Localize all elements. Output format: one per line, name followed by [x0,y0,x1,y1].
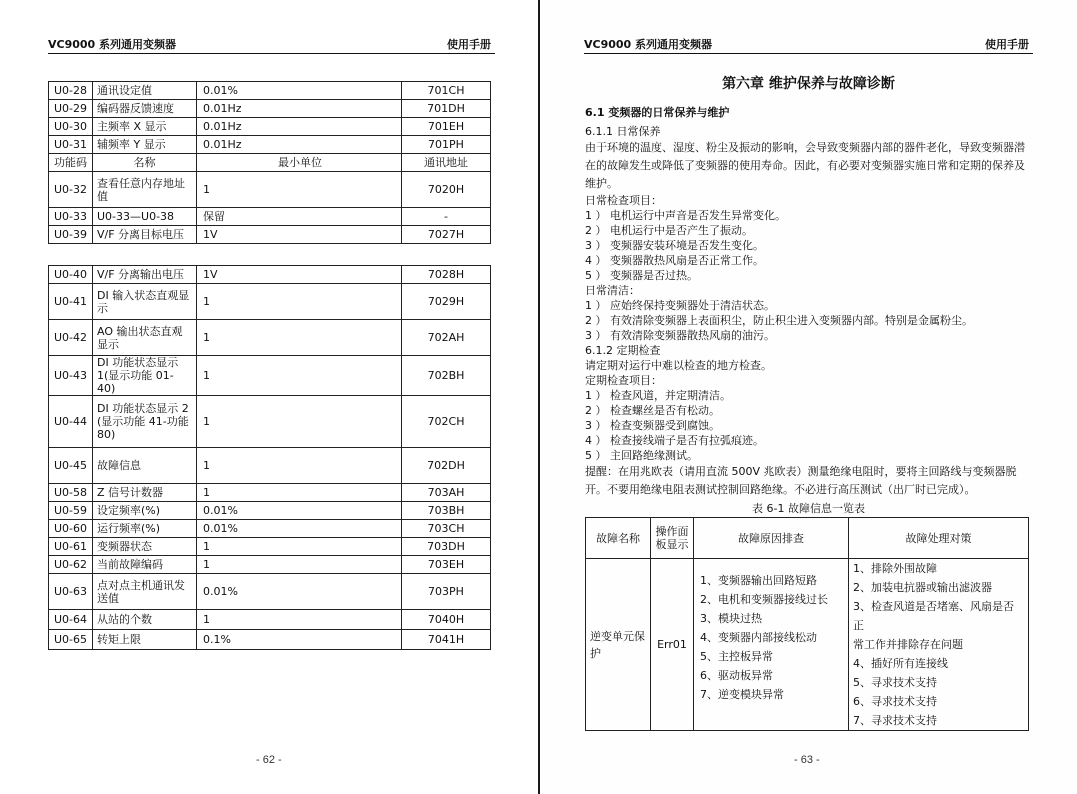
cell-code: U0-44 [49,396,93,448]
cell-unit: 保留 [197,208,402,226]
cell-unit: 0.01Hz [197,118,402,136]
parameter-table-a [48,81,491,244]
page-number: - 63 - [794,754,820,766]
cell-code: U0-42 [49,320,93,356]
table-row [49,266,491,284]
list-heading: 日常检查项目： [585,194,662,207]
list-item: 1 ） 检查风道，并定期清洁。 [585,389,731,402]
cell-addr: 703DH [402,538,491,556]
cause-list [700,571,842,704]
cell-code: U0-63 [49,574,93,610]
cell-code: U0-40 [49,266,93,284]
cell-name: V/F 分离输出电压 [93,266,197,284]
list-item: 2 ） 有效清除变频器上表面积尘，防止积尘进入变频器内部。特别是金属粉尘。 [585,314,973,327]
cell-addr: 703EH [402,556,491,574]
table-row [49,448,491,484]
cell-addr: 703CH [402,520,491,538]
paragraph-line: 请定期对运行中难以检查的地方检查。 [585,359,772,372]
table-row [49,574,491,610]
table-row [49,484,491,502]
cell-addr: 703PH [402,574,491,610]
table-caption: 表 6-1 故障信息一览表 [752,502,865,515]
cell-code: U0-29 [49,100,93,118]
cell-code: U0-59 [49,502,93,520]
list-item: 1 ） 应始终保持变频器处于清洁状态。 [585,299,775,312]
cell-causes [694,559,849,731]
list-item: 3、检查风道是否堵塞、风扇是否正 [853,600,1014,632]
cell-name: DI 输入状态直观显示 [93,284,197,320]
header-unit: 最小单位 [197,154,402,172]
table-row [49,538,491,556]
list-item: 6、驱动板异常 [700,669,773,682]
cell-code: U0-28 [49,82,93,100]
cell-panel-display: Err01 [651,559,694,731]
cell-unit: 1 [197,356,402,396]
cell-unit: 1V [197,226,402,244]
cell-unit: 0.1% [197,630,402,650]
header-manual-label: 使用手册 [447,38,491,51]
table-header-row [49,154,491,172]
cell-addr: 703BH [402,502,491,520]
cell-addr: 7040H [402,610,491,630]
cell-name: 通讯设定值 [93,82,197,100]
table-row [586,559,1029,731]
table-row [49,556,491,574]
paragraph-line: 在的故障发生或降低了变频器的使用寿命。因此，有必要对变频器实施日常和定期的保养及 [585,159,1025,172]
list-item: 2 ） 检查螺丝是否有松动。 [585,404,720,417]
cell-name: 转矩上限 [93,630,197,650]
header-code: 功能码 [49,154,93,172]
note-line: 提醒：在用兆欧表（请用直流 500V 兆欧表）测量绝缘电阻时，要将主回路线与变频器脱 [585,465,1017,478]
cell-unit: 1 [197,320,402,356]
remedy-list [853,559,1024,730]
table-row [49,610,491,630]
list-item: 2、加装电抗器或输出滤波器 [853,581,992,594]
cell-remedies [849,559,1029,731]
paragraph-line: 由于环境的温度、湿度、粉尘及振动的影响，会导致变频器内部的器件老化，导致变频器潜 [585,141,1025,154]
cell-unit: 0.01Hz [197,136,402,154]
fault-info-table [585,517,1029,731]
table-row [49,226,491,244]
cell-name: AO 输出状态直观显示 [93,320,197,356]
table-row [49,520,491,538]
cell-addr: 7027H [402,226,491,244]
page-number: - 62 - [256,754,282,766]
table-row [49,396,491,448]
cell-name: Z 信号计数器 [93,484,197,502]
cell-unit: 1 [197,538,402,556]
cell-name: 编码器反馈速度 [93,100,197,118]
cell-addr: 702AH [402,320,491,356]
cell-name: 运行频率(%) [93,520,197,538]
cell-name: V/F 分离目标电压 [93,226,197,244]
subsection-heading: 6.1.2 定期检查 [585,344,661,357]
body-text [585,124,1033,499]
list-item: 常工作并排除存在问题 [853,638,963,651]
page-62 [0,0,538,794]
list-item: 4、变频器内部接线松动 [700,631,817,644]
cell-code: U0-62 [49,556,93,574]
cell-unit: 0.01% [197,502,402,520]
cell-name: 点对点主机通讯发送值 [93,574,197,610]
list-item: 5 ） 主回路绝缘测试。 [585,449,698,462]
header-cause: 故障原因排查 [694,518,849,559]
list-item: 5、寻求技术支持 [853,676,937,689]
cell-code: U0-45 [49,448,93,484]
cell-code: U0-64 [49,610,93,630]
cell-code: U0-41 [49,284,93,320]
table-row [49,320,491,356]
cell-code: U0-60 [49,520,93,538]
cell-unit: 1 [197,556,402,574]
header-manual-label: 使用手册 [985,38,1029,51]
cell-unit: 1 [197,448,402,484]
cell-name: 设定频率(%) [93,502,197,520]
list-item: 7、寻求技术支持 [853,714,937,727]
list-item: 2、电机和变频器接线过长 [700,593,828,606]
cell-code: U0-33 [49,208,93,226]
header-remedy: 故障处理对策 [849,518,1029,559]
cell-name: 变频器状态 [93,538,197,556]
subsection-heading: 6.1.1 日常保养 [585,125,661,138]
list-heading: 日常清洁： [585,284,640,297]
cell-unit: 1 [197,610,402,630]
table-row [49,82,491,100]
cell-name: 辅频率 Y 显示 [93,136,197,154]
section-title: 6.1 变频器的日常保养与维护 [585,106,730,119]
cell-addr: 702DH [402,448,491,484]
cell-name: 查看任意内存地址值 [93,172,197,208]
cell-addr: 701PH [402,136,491,154]
cell-name: U0-33—U0-38 [93,208,197,226]
cell-unit: 0.01Hz [197,100,402,118]
list-item: 7、逆变模块异常 [700,688,784,701]
list-item: 5 ） 变频器是否过热。 [585,269,698,282]
list-item: 1、变频器输出回路短路 [700,574,817,587]
header-panel-display: 操作面板显示 [651,518,694,559]
page-63 [540,0,1077,794]
chapter-title: 第六章 维护保养与故障诊断 [722,76,895,92]
list-item: 3、模块过热 [700,612,762,625]
header-name: 名称 [93,154,197,172]
cell-code: U0-61 [49,538,93,556]
list-item: 3 ） 有效清除变频器散热风扇的油污。 [585,329,775,342]
cell-unit: 0.01% [197,520,402,538]
cell-name: 当前故障编码 [93,556,197,574]
cell-unit: 1V [197,266,402,284]
cell-unit: 1 [197,284,402,320]
list-item: 4 ） 检查接线端子是否有拉弧痕迹。 [585,434,764,447]
table-row [49,100,491,118]
list-item: 4 ） 变频器散热风扇是否正常工作。 [585,254,764,267]
cell-name: 主频率 X 显示 [93,118,197,136]
list-item: 1、排除外围故障 [853,562,937,575]
cell-addr: 703AH [402,484,491,502]
table-row [49,502,491,520]
cell-unit: 1 [197,396,402,448]
table-header-row [586,518,1029,559]
table-row [49,172,491,208]
table-row [49,208,491,226]
header-fault-name: 故障名称 [586,518,651,559]
cell-addr: 7020H [402,172,491,208]
list-item: 3 ） 变频器安装环境是否发生变化。 [585,239,764,252]
cell-unit: 0.01% [197,574,402,610]
cell-code: U0-30 [49,118,93,136]
cell-code: U0-32 [49,172,93,208]
cell-addr: 701DH [402,100,491,118]
table-row [49,630,491,650]
cell-addr: 701EH [402,118,491,136]
cell-addr: 7028H [402,266,491,284]
cell-addr: 701CH [402,82,491,100]
running-header-right [584,36,1033,54]
table-row [49,284,491,320]
note-line: 开。不要用绝缘电阻表测试控制回路绝缘。不必进行高压测试（出厂时已完成）。 [585,483,976,496]
header-title: VC9000 系列通用变频器 [584,38,713,51]
running-header-left [48,36,495,54]
list-item: 2 ） 电机运行中是否产生了振动。 [585,224,753,237]
cell-name: 从站的个数 [93,610,197,630]
list-item: 3 ） 检查变频器受到腐蚀。 [585,419,720,432]
list-heading: 定期检查项目： [585,374,662,387]
cell-name: DI 功能状态显示 1(显示功能 01-40) [93,356,197,396]
cell-code: U0-39 [49,226,93,244]
cell-code: U0-65 [49,630,93,650]
cell-name: 故障信息 [93,448,197,484]
cell-code: U0-58 [49,484,93,502]
list-item: 4、插好所有连接线 [853,657,948,670]
cell-code: U0-31 [49,136,93,154]
cell-addr: 702CH [402,396,491,448]
parameter-table-b [48,265,491,650]
cell-addr: 7029H [402,284,491,320]
table-row [49,118,491,136]
list-item: 1 ） 电机运行中声音是否发生异常变化。 [585,209,786,222]
cell-unit: 0.01% [197,82,402,100]
header-title: VC9000 系列通用变频器 [48,38,177,51]
cell-name: DI 功能状态显示 2 (显示功能 41-功能 80) [93,396,197,448]
cell-unit: 1 [197,172,402,208]
cell-addr: 7041H [402,630,491,650]
cell-addr: 702BH [402,356,491,396]
table-row [49,136,491,154]
header-addr: 通讯地址 [402,154,491,172]
cell-code: U0-43 [49,356,93,396]
table-row [49,356,491,396]
paragraph-line: 维护。 [585,177,618,190]
list-item: 6、寻求技术支持 [853,695,937,708]
cell-unit: 1 [197,484,402,502]
list-item: 5、主控板异常 [700,650,773,663]
cell-addr: - [402,208,491,226]
cell-fault-name: 逆变单元保护 [586,559,651,731]
